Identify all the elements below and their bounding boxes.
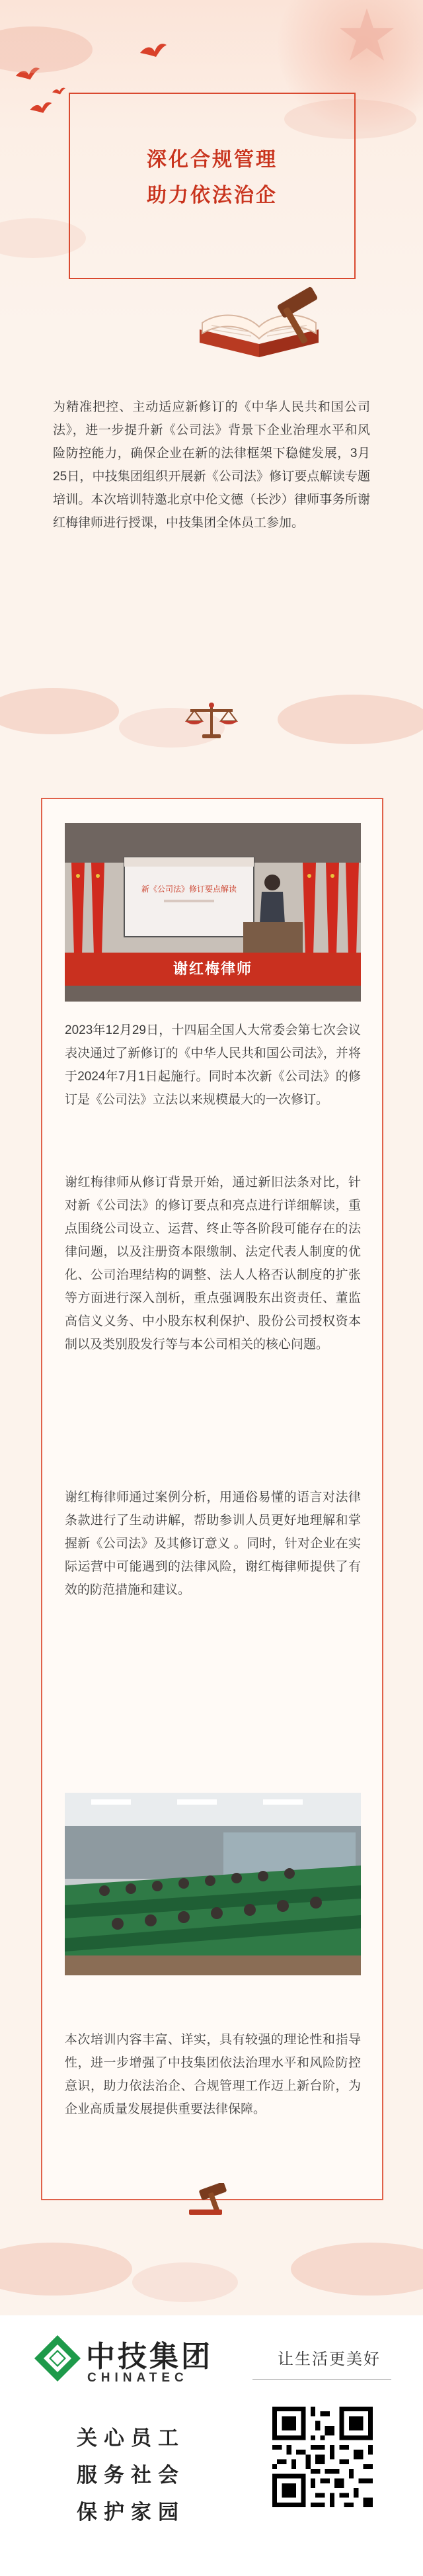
- cloud-decoration: [291, 2243, 423, 2296]
- page-title-line-1: 深化合规管理: [147, 149, 278, 171]
- paragraph-3: [65, 1486, 361, 1602]
- cloud-decoration: [0, 26, 93, 73]
- cloud-decoration-band: [0, 2203, 423, 2322]
- bird-icon: [29, 99, 53, 119]
- cloud-decoration: [0, 2243, 132, 2296]
- paragraph-2: [65, 1171, 361, 1356]
- page-title-line-2: 助力依法治企: [147, 185, 278, 206]
- intro-paragraph: [53, 396, 370, 535]
- company-logo-text: 中技集团: [86, 2340, 213, 2373]
- cloud-decoration: [0, 688, 119, 734]
- slogan-3: 保护家园: [77, 2501, 185, 2524]
- intro-text: 为精准把控、主动适应新修订的《中华人民共和国公司法》，进一步提升新《公司法》背景下企业治理水平和风险防控能力，确保企业在新的法律框架下稳健发展，3月25日，中技集团组织开展新《公司法》修订要点解读专题培训。本次培训特邀北京中伦文德（长沙）律师事务所谢红梅律师进行授课，中技集团全体员工参加。: [53, 400, 370, 530]
- paragraph-text: 本次培训内容丰富、详实，具有较强的理论性和指导性，进一步增强了中技集团依法治理水平和风险防控意识，助力依法治企、合规管理工作迈上新台阶，为企业高质量发展提供重要法律保障。: [65, 2033, 361, 2116]
- paragraph-4: [65, 2028, 361, 2121]
- company-motto: 让生活更美好: [278, 2350, 381, 2368]
- bird-icon: [52, 86, 66, 98]
- paragraph-text: 谢红梅律师通过案例分析，用通俗易懂的语言对法律条款进行了生动讲解，帮助参训人员更好地理解和掌握新《公司法》及其修订意义 。同时，针对企业在实际运营中可能遇到的法律风险，谢红梅律师提供了有效的防范措施和建议。: [65, 1490, 361, 1597]
- scales-of-justice-icon: [184, 701, 239, 741]
- star-icon: [337, 5, 397, 65]
- slogan-2: 服务社会: [77, 2464, 185, 2487]
- cloud-decoration: [132, 2262, 238, 2302]
- company-logo-english: CHINATEC: [87, 2371, 188, 2385]
- paragraph-text: 2023年12月29日，十四届全国人大常委会第七次会议表决通过了新修订的《中华人民共和国公司法》，并将于2024年7月1日起施行。同时本次新《公司法》的修订是《公司法》立法以来规模最大的一次修订。: [65, 1023, 361, 1107]
- cloud-decoration: [278, 695, 423, 744]
- slide-title-text: 新《公司法》修订要点解读: [141, 884, 237, 894]
- paragraph-text: 谢红梅律师从修订背景开始，通过新旧法条对比，针对新《公司法》的修订要点和亮点进行详细解读，重点围绕公司设立、运营、终止等各阶段可能存在的法律问题，以及注册资本限缴制、法定代表人制度的优化、公司治理结构的调整、法人人格否认制度的扩张等方面进行深入剖析，重点强调股东出资责任、董监高信义义务、中小股东权利保护、股份公司授权资本制以及类别股发行等与本公司相关的核心问题。: [65, 1176, 361, 1352]
- chinatec-logo-icon: [33, 2334, 82, 2383]
- photo-illustration: [65, 1793, 361, 1975]
- title-frame: [69, 93, 356, 279]
- slogan-1: 关心员工: [77, 2426, 185, 2450]
- law-book-gavel-icon: [193, 283, 332, 363]
- paragraph-1: [65, 1019, 361, 1111]
- speaker-caption-banner: 谢红梅律师: [65, 953, 361, 986]
- training-photo-audience: [65, 1793, 361, 1975]
- qr-code-icon: [272, 2407, 373, 2507]
- bird-icon: [139, 41, 168, 64]
- motto-underline: [252, 2379, 391, 2380]
